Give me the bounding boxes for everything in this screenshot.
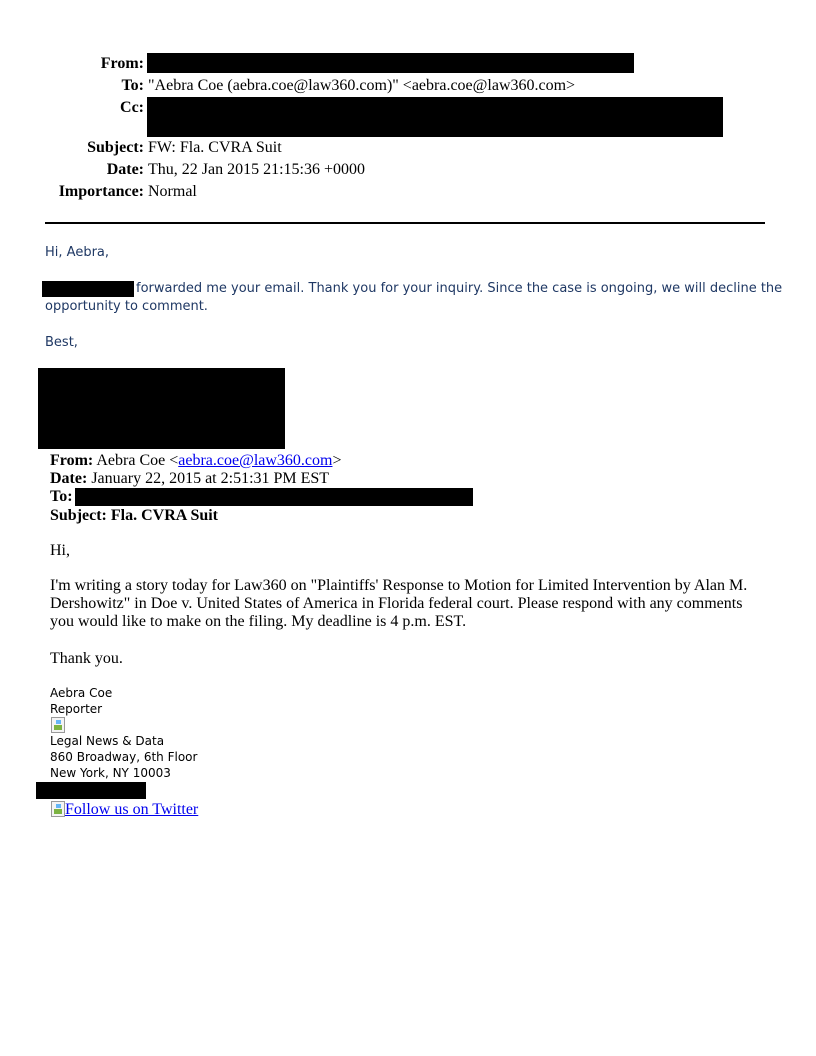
- signature-address-line2: New York, NY 10003: [50, 766, 171, 780]
- to-value: "Aebra Coe (aebra.coe@law360.com)" <aebra.coe@law360.com>: [148, 77, 576, 94]
- cc-label: Cc:: [120, 99, 144, 116]
- quoted-from-email-link[interactable]: aebra.coe@law360.com: [178, 452, 333, 469]
- quoted-date-line: [50, 470, 329, 488]
- header-divider: [45, 222, 765, 224]
- quoted-to-redaction: [75, 488, 473, 506]
- company-logo-image: [51, 717, 65, 733]
- quoted-thanks: Thank you.: [50, 650, 123, 667]
- follow-twitter-link[interactable]: Follow us on Twitter: [65, 801, 199, 818]
- quoted-from-line: [50, 452, 342, 470]
- sender-name-redaction: [42, 281, 134, 297]
- quoted-to-label: To:: [50, 488, 73, 505]
- quoted-date-label: Date:: [50, 470, 88, 487]
- quoted-subject-line: [50, 507, 218, 525]
- to-label: To:: [121, 77, 144, 94]
- subject-label: Subject:: [87, 139, 144, 156]
- quoted-to-line: [50, 488, 73, 506]
- importance-label: Importance:: [58, 183, 144, 200]
- quoted-from-end: >: [332, 452, 342, 469]
- quoted-from-name: Aebra Coe <: [93, 452, 179, 469]
- twitter-image-icon[interactable]: [51, 801, 65, 817]
- from-redaction: [147, 53, 634, 73]
- importance-value: Normal: [148, 183, 197, 200]
- signature-company: Legal News & Data: [50, 734, 165, 748]
- date-value: Thu, 22 Jan 2015 21:15:36 +0000: [148, 161, 366, 178]
- quoted-subject-label: Subject: Fla. CVRA Suit: [50, 507, 219, 524]
- subject-value: FW: Fla. CVRA Suit: [148, 139, 282, 156]
- cc-redaction: [147, 97, 723, 137]
- from-label: From:: [100, 55, 144, 72]
- signature-redaction: [38, 368, 285, 449]
- quoted-greeting: Hi,: [50, 542, 70, 559]
- reply-body-line2: opportunity to comment.: [45, 299, 208, 314]
- signature-name: Aebra Coe: [50, 686, 113, 700]
- reply-closing: Best,: [45, 335, 78, 350]
- quoted-from-label: From:: [50, 452, 94, 469]
- reply-body-line1: forwarded me your email. Thank you for your inquiry. Since the case is ongoing, we will decline the: [136, 281, 783, 296]
- follow-twitter-line: [65, 801, 198, 819]
- reply-greeting: Hi, Aebra,: [45, 245, 110, 260]
- contact-redaction: [36, 782, 146, 799]
- signature-title: Reporter: [50, 702, 103, 716]
- signature-address-line1: 860 Broadway, 6th Floor: [50, 750, 198, 764]
- quoted-date-value: January 22, 2015 at 2:51:31 PM EST: [87, 470, 330, 487]
- quoted-body: I'm writing a story today for Law360 on "Plaintiffs' Response to Motion for Limited Intervention by Alan M. Dershowitz" in Doe v. United States of America in Florida federal court. Please respond with any comments you would like to make on the filing. My deadline is 4 p.m. EST.: [50, 577, 748, 630]
- date-label: Date:: [106, 161, 144, 178]
